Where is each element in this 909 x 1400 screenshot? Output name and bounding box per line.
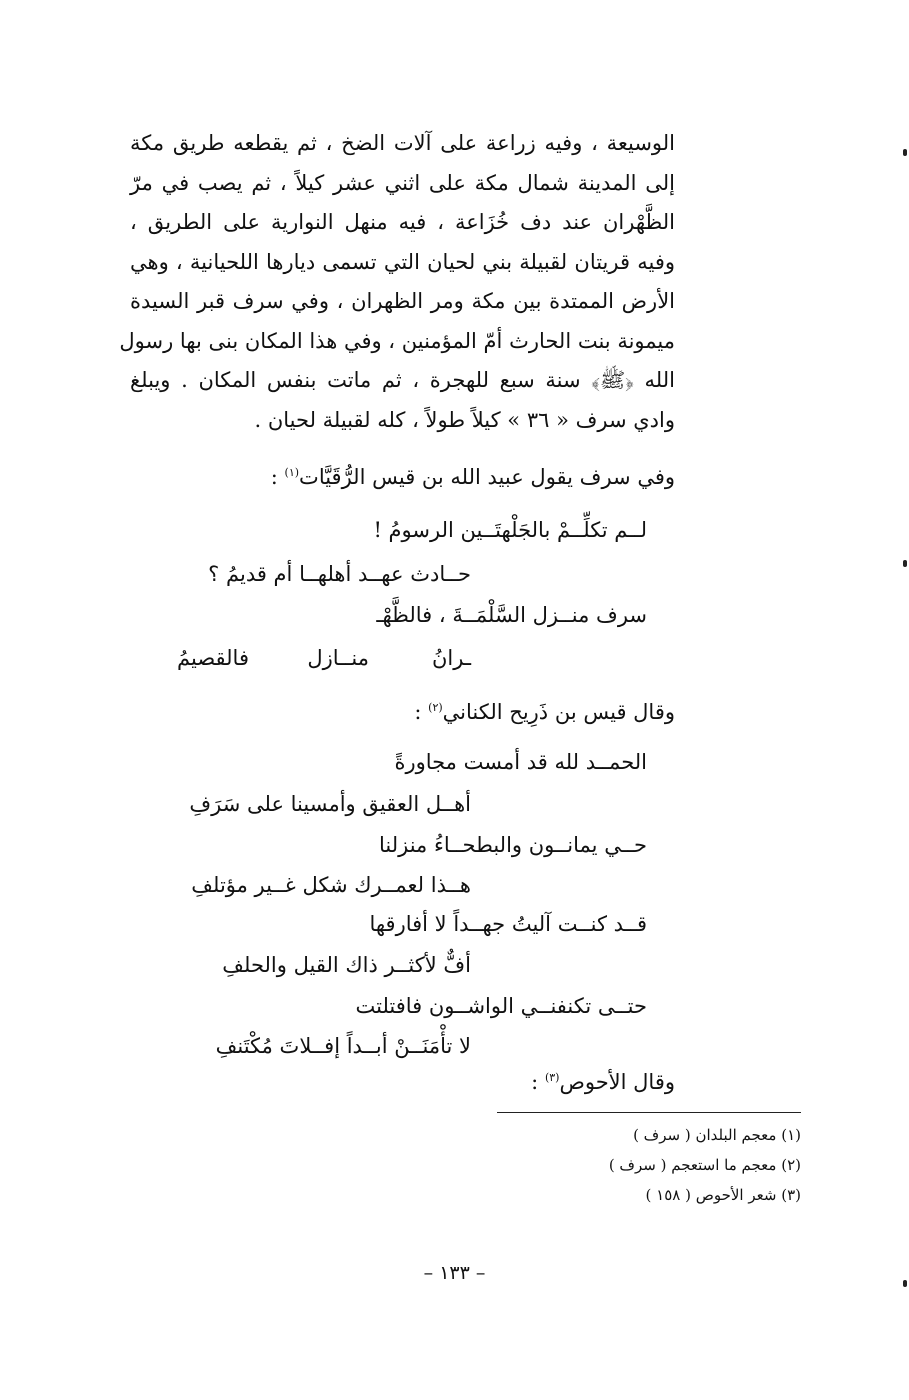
poem3-intro-colon: :: [531, 1070, 545, 1094]
footnote-1: (١) معجم البلدان ( سرف ): [633, 1126, 801, 1144]
paragraph-line: الأرض الممتدة بين مكة ومر الظهران ، وفي سرف قبر السيدة: [130, 289, 675, 313]
poem1-intro: [271, 465, 675, 489]
poem1-verse-2: حــادث عهــد أهلهــا أم قديمُ ؟: [208, 562, 471, 586]
footnote-ref-3: (٣): [544, 1071, 560, 1084]
poem2-verse-5: قــد كنــت آليتُ جهــداً لا أفارقها: [369, 912, 647, 936]
paragraph-line: ميمونة بنت الحارث أمّ المؤمنين ، وفي هذا المكان بنى بها رسول: [119, 328, 675, 353]
poem1-intro-text: وفي سرف يقول عبيد الله بن قيس الرُّقَيَّات: [299, 465, 675, 489]
poem2-verse-8: لا تأْمَنَــنْ أبــداً إفــلاتَ مُكْتَنفِ: [215, 1034, 471, 1058]
footnote-divider: [497, 1112, 801, 1113]
poem1-verse-4-part-3: فالقصيمُ: [177, 646, 249, 670]
poem1-intro-colon: :: [270, 465, 285, 489]
poem1-verse-1: لــم تكلِّــمْ بالجَلْهتَــين الرسومُ !: [373, 518, 647, 542]
footnote-3: (٣) شعر الأحوص ( ١٥٨ ): [645, 1186, 801, 1204]
poem2-verse-3: حــي يمانــون والبطحــاءُ منزلنا: [379, 833, 647, 857]
paragraph-line: وادي سرف « ٣٦ » كيلاً طولاً ، كله لقبيلة لحيان .: [254, 407, 675, 432]
poem1-verse-4-part-2: منــازل: [307, 646, 369, 670]
footnote-2: (٢) معجم ما استعجم ( سرف ): [608, 1156, 801, 1174]
paragraph-line: الله ﴿ﷺ﴾ سنة سبع للهجرة ، ثم ماتت بنفس المكان . ويبلغ: [130, 368, 675, 392]
poem1-verse-3: سرف منــزل السَّلْمَــةَ ، فالظَّهْـ: [376, 603, 647, 627]
poem2-intro-text: وقال قيس بن ذَرِيح الكناني: [442, 700, 675, 724]
poem2-verse-4: هــذا لعمــرك شكل غــير مؤتلفِ: [191, 873, 471, 897]
main-paragraph: [119, 124, 675, 440]
page-number: – ١٣٣ –: [423, 1262, 486, 1284]
margin-mark: [903, 560, 907, 567]
poem2-verse-6: أفٌّ لأكثــر ذاك القيل والحلفِ: [222, 953, 471, 977]
poem3-intro-text: وقال الأحوص: [559, 1070, 675, 1094]
poem2-verse-1: الحمــد لله قد أمست مجاورةً: [394, 750, 647, 774]
poem3-intro: [531, 1070, 675, 1094]
margin-mark: [903, 1280, 907, 1287]
paragraph-line: الظَّهْران عند دف خُزَاعة ، فيه منهل النوارية على الطريق ،: [130, 210, 675, 234]
paragraph-line: الوسيعة ، وفيه زراعة على آلات الضخ ، ثم يقطعه طريق مكة: [130, 131, 675, 155]
poem2-verse-7: حتــى تكنفنــي الواشــون فافتلتت: [355, 994, 647, 1018]
poem1-verse-4-part-1: ـرانُ: [432, 646, 471, 670]
margin-mark: [903, 149, 907, 156]
poem2-verse-2: أهــل العقيق وأمسينا على سَرَفِ: [189, 792, 471, 816]
footnote-ref-2: (٢): [428, 701, 443, 714]
paragraph-line: وفيه قريتان لقبيلة بني لحيان التي تسمى ديارها اللحيانية ، وهي: [130, 249, 675, 274]
footnote-ref-1: (١): [284, 466, 300, 479]
poem2-intro: [414, 700, 675, 724]
paragraph-line: إلى المدينة شمال مكة على اثني عشر كيلاً ، ثم يصب في مرّ: [130, 170, 675, 195]
poem2-intro-colon: :: [414, 700, 429, 724]
